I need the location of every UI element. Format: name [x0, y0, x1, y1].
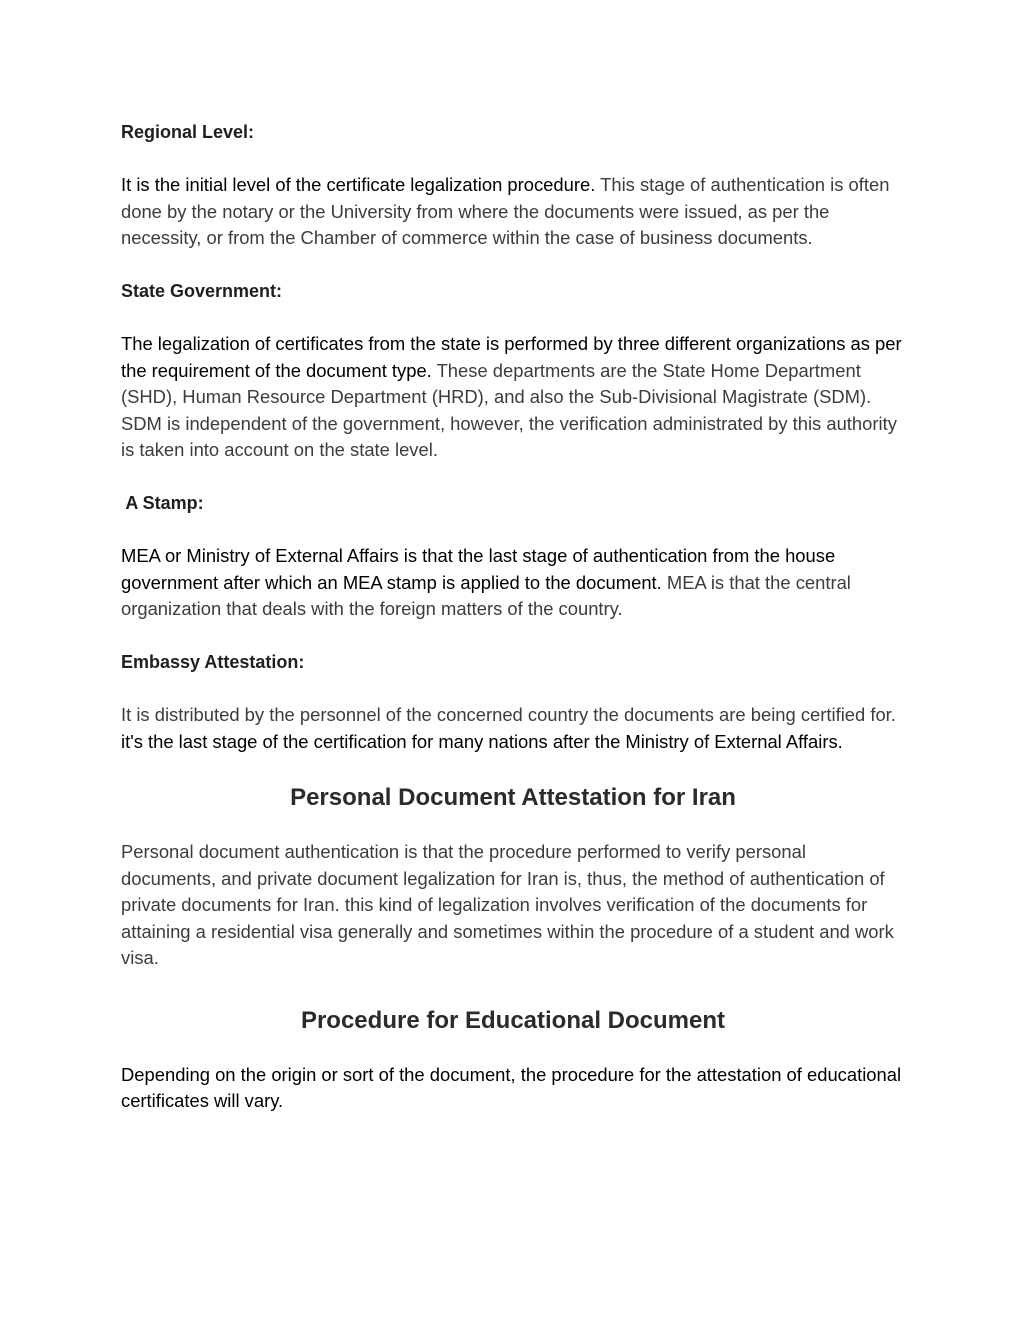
embassy-text-dark: it's the last stage of the certification for many nations after the Ministry of External Affairs.	[121, 730, 843, 752]
spacer	[121, 813, 905, 839]
embassy-attestation-paragraph	[121, 702, 905, 755]
a-stamp-paragraph	[121, 543, 905, 623]
spacer	[121, 146, 905, 173]
spacer	[121, 972, 905, 1006]
state-government-heading: State Government:	[121, 281, 283, 301]
regional-level-paragraph	[121, 172, 905, 252]
regional-text-gray: This stage of authentication is often done by the notary or the University from where the documents were issued, as per the necessity, or from the Chamber of commerce within the case of business documents.	[121, 174, 890, 248]
spacer	[121, 1036, 905, 1062]
state-text-dark: The legalization of certificates from the state is performed by three different organizations as per the requirement of the document type.	[121, 333, 902, 381]
stamp-text-dark: MEA or Ministry of External Affairs is that the last stage of authentication from the house government after which an MEA stamp is applied to the document.	[121, 545, 836, 593]
educational-procedure-title: Procedure for Educational Document	[300, 1006, 726, 1034]
spacer	[121, 464, 905, 491]
regional-level-heading: Regional Level:	[121, 122, 255, 142]
regional-text-dark: It is the initial level of the certificate legalization procedure.	[121, 174, 596, 195]
spacer	[121, 305, 905, 332]
embassy-attestation-heading: Embassy Attestation:	[121, 652, 305, 672]
spacer	[121, 755, 905, 783]
personal-document-paragraph: Personal document authentication is that the procedure performed to verify personal documents, and private document legalization for Iran is, thus, the method of authentication of private documents for Iran. this kind of legalization involves verification of the documents for attaining a residential visa generally and sometimes within the procedure of a student and work visa.	[121, 841, 894, 968]
spacer	[121, 623, 905, 650]
personal-document-title: Personal Document Attestation for Iran	[290, 784, 736, 811]
state-text-gray: These departments are the State Home Department (SHD), Human Resource Department (HRD), and also the Sub-Divisional Magistrate (SDM). SDM is independent of the government, however, the verification administrated by this authority is taken into account on the state level.	[121, 359, 897, 460]
spacer	[121, 517, 905, 544]
document-page	[121, 119, 905, 1115]
educational-procedure-paragraph: Depending on the origin or sort of the document, the procedure for the attestation of educational certificates will vary.	[121, 1063, 902, 1111]
embassy-text-gray: It is distributed by the personnel of the concerned country the documents are being certified for.	[121, 704, 896, 725]
stamp-text-gray: MEA is that the central organization that deals with the foreign matters of the country.	[121, 571, 851, 619]
spacer	[121, 676, 905, 703]
spacer	[121, 252, 905, 279]
a-stamp-heading: A Stamp:	[121, 493, 204, 513]
state-government-paragraph	[121, 331, 905, 464]
